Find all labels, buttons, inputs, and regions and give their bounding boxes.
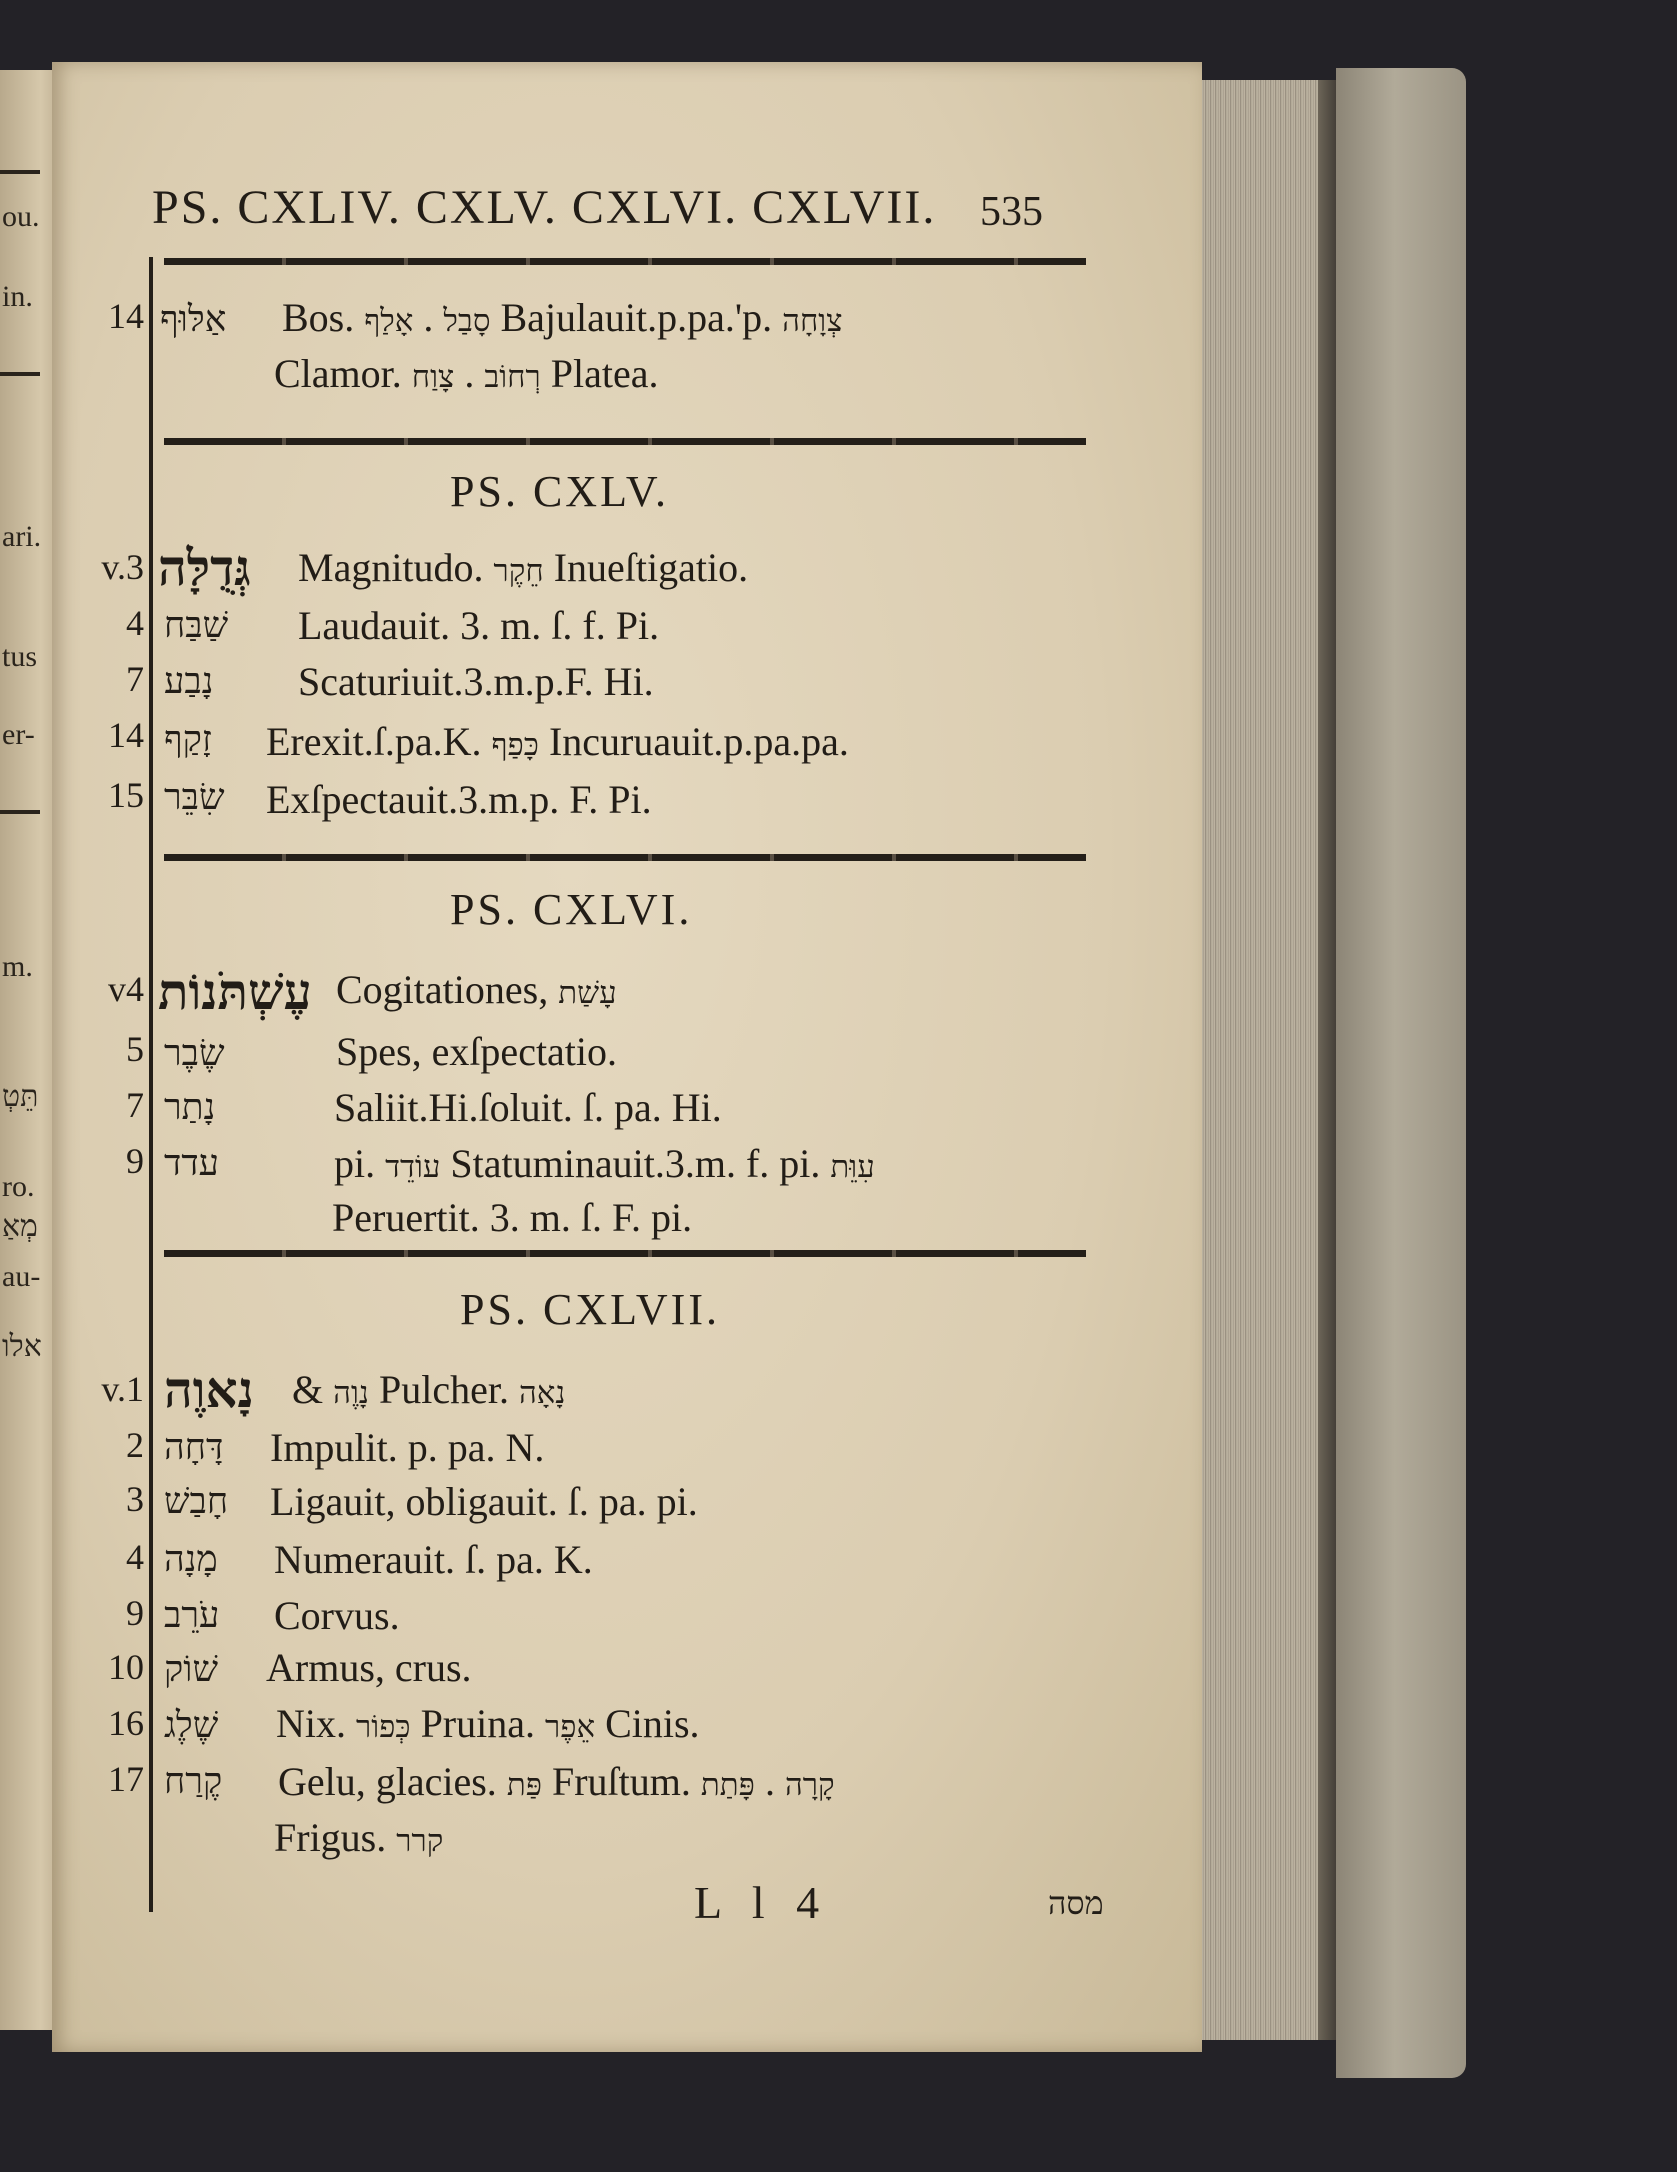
verse-number: 14 bbox=[108, 296, 144, 336]
gloss-text: Cogitationes, bbox=[336, 967, 559, 1012]
gloss-text: Ligauit, obligauit. ſ. pa. pi. bbox=[270, 1479, 698, 1524]
book-page bbox=[52, 62, 1202, 2052]
gloss-text: Nix. bbox=[276, 1701, 356, 1746]
hebrew-word: רְחוֹב bbox=[484, 359, 541, 395]
verse-number: 3 bbox=[126, 1479, 144, 1519]
gloss-text: Pruina. bbox=[410, 1701, 545, 1746]
hebrew-word: קרר bbox=[396, 1823, 444, 1859]
gloss-text: Exſpectauit.3.m.p. F. Pi. bbox=[266, 777, 652, 822]
hebrew-word: עִוֵּת bbox=[830, 1149, 875, 1185]
verse-number: 16 bbox=[108, 1703, 144, 1743]
hebrew-headword: עֹרֵב bbox=[164, 1595, 220, 1636]
gloss-line bbox=[274, 1814, 443, 1861]
hebrew-headword: אַלּוּף bbox=[160, 299, 227, 340]
gloss-text: Corvus. bbox=[274, 1593, 400, 1638]
hebrew-word: סָבַל bbox=[443, 303, 491, 339]
page-number: 535 bbox=[980, 189, 1043, 235]
hebrew-headword: שֶׁלֶג bbox=[164, 1705, 219, 1746]
gloss-line bbox=[276, 1700, 700, 1747]
running-head: PS. CXLIV. CXLV. CXLVI. CXLVII. bbox=[152, 181, 937, 234]
gloss-text: . bbox=[413, 295, 444, 340]
facing-fragment: ou. bbox=[2, 200, 40, 233]
verse-number: 15 bbox=[108, 775, 144, 815]
gloss-line bbox=[266, 718, 849, 765]
facing-fragment: ari. bbox=[2, 520, 42, 553]
gloss-text: Armus, crus. bbox=[266, 1645, 472, 1690]
facing-fragment: ro. bbox=[2, 1170, 35, 1203]
section-title: PS. CXLVII. bbox=[460, 1285, 720, 1334]
catchword: מסה bbox=[1048, 1884, 1104, 1922]
hebrew-headword: נָאוֶה bbox=[164, 1360, 254, 1419]
hebrew-headword: נָבַע bbox=[164, 661, 214, 702]
gloss-text: pi. bbox=[334, 1141, 386, 1186]
verse-number: 4 bbox=[126, 1537, 144, 1577]
gloss-text: Magnitudo. bbox=[298, 545, 494, 590]
gloss-text: Erexit.ſ.pa.K. bbox=[266, 719, 492, 764]
horizontal-rule bbox=[164, 438, 1086, 445]
gloss-line bbox=[334, 1084, 722, 1131]
gloss-text: Scaturiuit.3.m.p.F. Hi. bbox=[298, 659, 654, 704]
hebrew-headword: דָּחָה bbox=[164, 1427, 224, 1468]
gloss-text: Laudauit. 3. m. ſ. f. Pi. bbox=[298, 603, 660, 648]
verse-number: 9 bbox=[126, 1593, 144, 1633]
facing-rule bbox=[0, 810, 40, 814]
gloss-line bbox=[298, 544, 748, 591]
hebrew-headword: גְּדֻלָּה bbox=[158, 538, 251, 597]
facing-fragment: אלו bbox=[2, 1330, 42, 1363]
facing-page-edge bbox=[0, 70, 58, 2030]
hebrew-word: חֵקֶר bbox=[493, 553, 544, 589]
gloss-line bbox=[270, 1478, 698, 1525]
gloss-line bbox=[274, 1536, 593, 1583]
hebrew-word: אָלַף bbox=[364, 303, 414, 339]
gloss-text: Statuminauit.3.m. f. pi. bbox=[440, 1141, 831, 1186]
hebrew-word: נָוֶה bbox=[333, 1375, 369, 1411]
horizontal-rule bbox=[164, 1250, 1086, 1257]
facing-fragment: מְאַ bbox=[2, 1210, 38, 1243]
hebrew-headword: זָקַף bbox=[164, 719, 212, 760]
hebrew-word: פַּת bbox=[506, 1767, 542, 1803]
section-title: PS. CXLV. bbox=[450, 467, 670, 516]
hebrew-headword: קֶרַח bbox=[164, 1761, 223, 1802]
column-rule bbox=[149, 257, 153, 1912]
verse-number: 7 bbox=[126, 659, 144, 699]
verse-number: v.3 bbox=[101, 547, 144, 587]
facing-rule bbox=[0, 170, 40, 174]
section-title: PS. CXLVI. bbox=[450, 885, 693, 934]
hebrew-word: צְוָחָה bbox=[782, 303, 843, 339]
hebrew-word: פָּתַת bbox=[700, 1767, 755, 1803]
gloss-text: Fruſtum. bbox=[541, 1759, 701, 1804]
hebrew-headword: עֶשְׁתֹּנוֹת bbox=[158, 962, 312, 1021]
hebrew-word: עָשַׁת bbox=[558, 975, 617, 1011]
facing-fragment: m. bbox=[2, 950, 33, 983]
hebrew-headword: שֶׂבֶר bbox=[164, 1033, 225, 1074]
verse-number: 9 bbox=[126, 1141, 144, 1181]
facing-rule bbox=[0, 372, 40, 376]
gloss-text: Frigus. bbox=[274, 1815, 397, 1860]
hebrew-word: אֵפֶר bbox=[545, 1709, 596, 1745]
verse-number: v4 bbox=[108, 969, 144, 1009]
gloss-text: . bbox=[454, 351, 485, 396]
gloss-text: Gelu, glacies. bbox=[278, 1759, 507, 1804]
gloss-text: Impulit. p. pa. N. bbox=[270, 1425, 545, 1470]
hebrew-word: קָרָה bbox=[784, 1767, 835, 1803]
facing-fragment: תֵּטְ bbox=[2, 1080, 39, 1113]
gloss-text: Cinis. bbox=[595, 1701, 700, 1746]
hebrew-word: נָאָה bbox=[518, 1375, 566, 1411]
gloss-text: Platea. bbox=[540, 351, 659, 396]
verse-number: 2 bbox=[126, 1425, 144, 1465]
gloss-line bbox=[332, 1194, 692, 1241]
facing-fragment: er- bbox=[2, 718, 35, 751]
gloss-line bbox=[336, 966, 617, 1013]
gloss-line bbox=[266, 1644, 472, 1691]
gloss-text: Spes, exſpectatio. bbox=[336, 1029, 618, 1074]
book-page-edges bbox=[1200, 80, 1340, 2040]
hebrew-word: כָּפַף bbox=[491, 727, 539, 763]
gloss-line bbox=[292, 1366, 565, 1413]
gloss-text: Inueſtigatio. bbox=[543, 545, 749, 590]
hebrew-word: כְּפוֹר bbox=[356, 1709, 411, 1745]
gloss-line bbox=[274, 350, 659, 397]
horizontal-rule bbox=[164, 258, 1086, 265]
facing-fragment: tus bbox=[2, 640, 38, 673]
gloss-line bbox=[274, 1592, 400, 1639]
page-content bbox=[52, 62, 1202, 2052]
gloss-text: Bajulauit.p.pa.'p. bbox=[490, 295, 783, 340]
gloss-text: Peruertit. 3. m. ſ. F. pi. bbox=[332, 1195, 693, 1240]
gloss-text: Incuruauit.p.pa.pa. bbox=[538, 719, 849, 764]
hebrew-headword: חָבַשׁ bbox=[164, 1481, 229, 1522]
verse-number: 17 bbox=[108, 1759, 144, 1799]
book-cover bbox=[1336, 68, 1466, 2078]
hebrew-headword: שַׁבַּח bbox=[164, 605, 229, 646]
gloss-line bbox=[336, 1028, 617, 1075]
gloss-line bbox=[270, 1424, 544, 1471]
gloss-line bbox=[282, 294, 842, 341]
gloss-text: . bbox=[754, 1759, 785, 1804]
hebrew-headword: מָנָה bbox=[164, 1539, 218, 1580]
hebrew-headword: עדד bbox=[164, 1143, 220, 1184]
hebrew-word: צָוַח bbox=[411, 359, 455, 395]
gloss-line bbox=[278, 1758, 835, 1805]
gloss-line bbox=[334, 1140, 875, 1187]
hebrew-headword: שִׂבֵּר bbox=[164, 777, 225, 818]
gloss-text: Pulcher. bbox=[368, 1367, 519, 1412]
verse-number: 14 bbox=[108, 715, 144, 755]
hebrew-word: עוֹדֵד bbox=[385, 1149, 441, 1185]
hebrew-headword: שׁוֹק bbox=[164, 1649, 218, 1690]
verse-number: 10 bbox=[108, 1647, 144, 1687]
gloss-text: & bbox=[292, 1367, 334, 1412]
gloss-text: Clamor. bbox=[274, 351, 412, 396]
verse-number: 4 bbox=[126, 603, 144, 643]
horizontal-rule bbox=[164, 854, 1086, 861]
gloss-text: Numerauit. ſ. pa. K. bbox=[274, 1537, 593, 1582]
verse-number: 7 bbox=[126, 1085, 144, 1125]
verse-number: v.1 bbox=[101, 1369, 144, 1409]
gloss-text: Bos. bbox=[282, 295, 365, 340]
signature-mark: L l 4 bbox=[694, 1877, 830, 1928]
facing-fragment: in. bbox=[2, 280, 33, 313]
gloss-line bbox=[266, 776, 652, 823]
verse-number: 5 bbox=[126, 1029, 144, 1069]
gloss-line bbox=[298, 602, 659, 649]
facing-fragment: au- bbox=[2, 1260, 41, 1293]
gloss-line bbox=[298, 658, 654, 705]
gloss-text: Saliit.Hi.ſoluit. ſ. pa. Hi. bbox=[334, 1085, 722, 1130]
hebrew-headword: נָתַר bbox=[164, 1087, 216, 1128]
